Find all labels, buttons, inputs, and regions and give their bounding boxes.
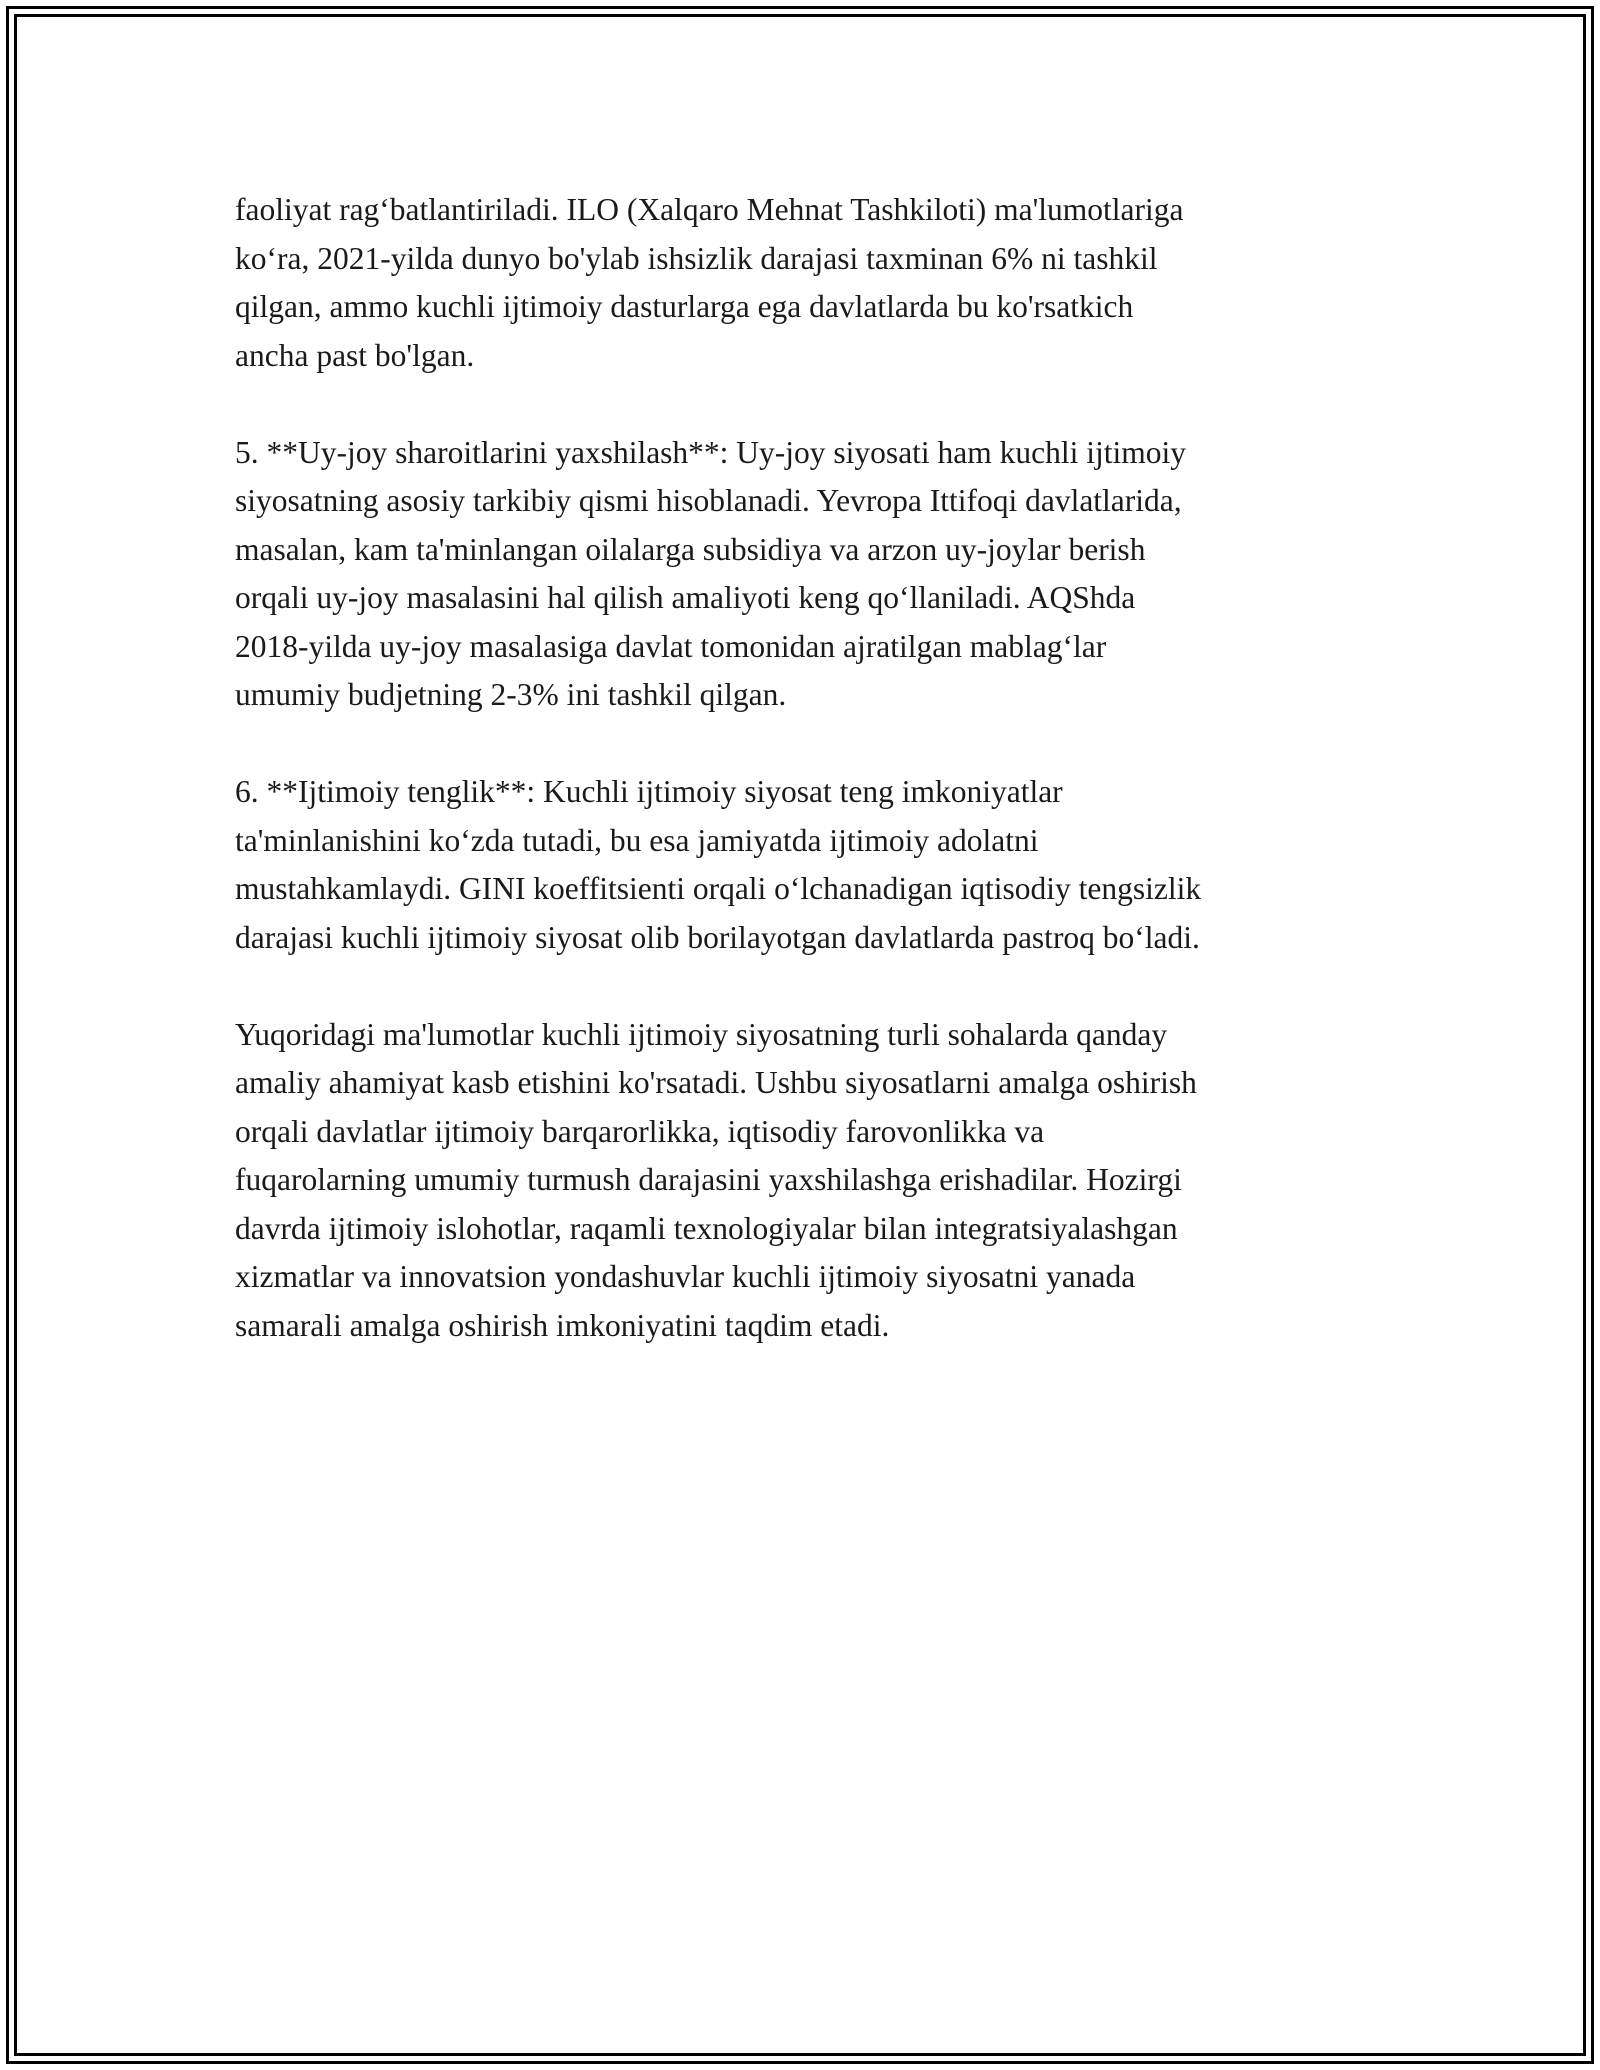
text-line: xizmatlar va innovatsion yondashuvlar kuchli ijtimoiy siyosatni yanada — [235, 1259, 1136, 1294]
text-line: mustahkamlaydi. GINI koeffitsienti orqali o‘lchanadigan iqtisodiy tengsizlik — [235, 871, 1202, 906]
text-line: amaliy ahamiyat kasb etishini ko'rsatadi. Ushbu siyosatlarni amalga oshirish — [235, 1065, 1197, 1100]
text-line: masalan, kam ta'minlangan oilalarga subsidiya va arzon uy-joylar berish — [235, 531, 1146, 567]
text-line: 6. **Ijtimoiy tenglik**: Kuchli ijtimoiy siyosat teng imkoniyatlar — [235, 774, 1063, 809]
paragraph-housing — [235, 429, 1375, 720]
text-line: siyosatning asosiy tarkibiy qismi hisoblanadi. Yevropa Ittifoqi davlatlarida, — [235, 483, 1182, 518]
text-line: orqali uy-joy masalasini hal qilish amaliyoti keng qo‘llaniladi. AQShda — [235, 580, 1136, 615]
paragraph-employment — [235, 186, 1375, 380]
paragraph-conclusion — [235, 1011, 1375, 1351]
text-line: ta'minlanishini ko‘zda tutadi, bu esa jamiyatda ijtimoiy adolatni — [235, 822, 1039, 858]
text-line: 5. **Uy-joy sharoitlarini yaxshilash**: Uy-joy siyosati ham kuchli ijtimoiy — [235, 434, 1187, 470]
text-line: orqali davlatlar ijtimoiy barqarorlikka, iqtisodiy farovonlikka va — [235, 1113, 1045, 1149]
document-body — [235, 186, 1375, 1399]
text-line: samarali amalga oshirish imkoniyatini taqdim etadi. — [235, 1307, 890, 1343]
text-line: ancha past bo'lgan. — [235, 337, 475, 373]
text-line: umumiy budjetning 2-3% ini tashkil qilgan. — [235, 677, 787, 712]
text-line: fuqarolarning umumiy turmush darajasini yaxshilashga erishadilar. Hozirgi — [235, 1162, 1182, 1197]
text-line: ko‘ra, 2021-yilda dunyo bo'ylab ishsizlik darajasi taxminan 6% ni tashkil — [235, 240, 1158, 276]
text-line: davrda ijtimoiy islohotlar, raqamli texnologiyalar bilan integratsiyalashgan — [235, 1210, 1178, 1246]
text-line: qilgan, ammo kuchli ijtimoiy dasturlarga ega davlatlarda bu ko'rsatkich — [235, 289, 1134, 324]
text-line: darajasi kuchli ijtimoiy siyosat olib borilayotgan davlatlarda pastroq bo‘ladi. — [235, 919, 1200, 955]
text-line: 2018-yilda uy-joy masalasiga davlat tomonidan ajratilgan mablag‘lar — [235, 628, 1107, 664]
text-line: faoliyat rag‘batlantiriladi. ILO (Xalqaro Mehnat Tashkiloti) ma'lumotlariga — [235, 192, 1184, 227]
text-line: Yuqoridagi ma'lumotlar kuchli ijtimoiy siyosatning turli sohalarda qanday — [235, 1016, 1168, 1052]
paragraph-social-equality — [235, 768, 1375, 962]
